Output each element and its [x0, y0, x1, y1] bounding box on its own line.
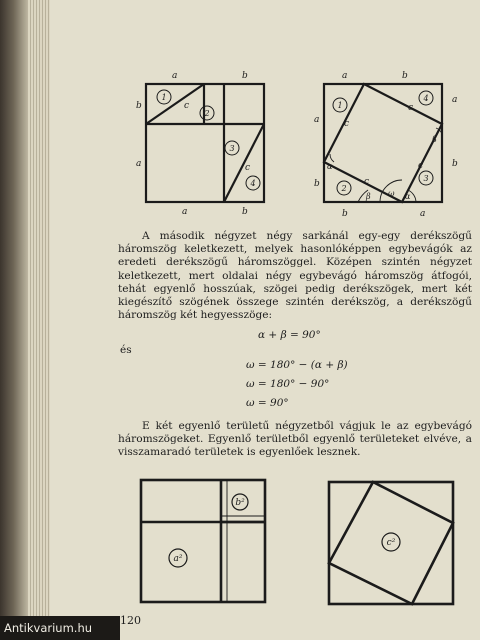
region-3: 3 [423, 174, 429, 183]
angle-omega: ω [388, 189, 395, 198]
edge-label-c: c [245, 163, 251, 173]
label-b-squared: b² [235, 498, 245, 508]
edge-label-b: b [242, 207, 248, 217]
edge-label-a: a [182, 207, 188, 217]
label-a-squared: a² [173, 554, 183, 564]
edge-label-b: b [242, 71, 248, 81]
edge-label-a: a [136, 159, 142, 169]
figure-top-left [126, 68, 276, 220]
edge-label-a: a [314, 115, 320, 125]
equation-2: ω = 180° − (α + β) [246, 359, 348, 371]
word-es: és [120, 344, 132, 356]
figure-bottom-right [324, 476, 458, 608]
region-3: 3 [229, 144, 235, 153]
edge-label-a: a [342, 71, 348, 81]
book-spine [0, 0, 30, 640]
edge-label-c: c [418, 161, 424, 171]
equation-1: α + β = 90° [258, 329, 321, 341]
edge-label-a: a [452, 95, 458, 105]
region-4: 4 [423, 94, 429, 103]
edge-label-a: a [420, 209, 426, 219]
angle-beta: β [432, 135, 437, 144]
region-1: 1 [337, 101, 343, 110]
edge-label-a: a [172, 71, 178, 81]
edge-label-b: b [342, 209, 348, 219]
region-4: 4 [250, 179, 256, 188]
figure-bottom-left [136, 476, 270, 606]
edge-label-c: c [344, 119, 350, 129]
angle-alpha: α [405, 192, 411, 201]
edge-label-c: c [184, 101, 190, 111]
edge-label-b: b [402, 71, 408, 81]
edge-label-b: b [452, 159, 458, 169]
watermark: Antikvarium.hu [0, 616, 120, 640]
figure-top-right-labels [314, 71, 458, 219]
label-c-squared: c² [386, 538, 396, 548]
angle-beta: β [366, 192, 371, 201]
paragraph-2: E két egyenlő területű négyzetből vágjuk le az egybevágó háromszögeket. Egyenlő területből egyenlő területeket elvéve, a visszamaradó területek is egyenlőek lesznek. [118, 420, 472, 459]
edge-label-c: c [364, 177, 370, 187]
page-number: 120 [120, 614, 141, 627]
edge-label-c: c [408, 103, 414, 113]
paragraph-1: A második négyzet négy sarkánál egy-egy derékszögű háromszög keletkezett, melyek hasonlóképpen egybevágók az eredeti derékszögű háromszöggel. Középen szintén négyzet keletkezett, mert oldalai négy egybevágó háromszög átfogói, tehát egyenlő hosszúak, szögei pedig derékszögek, mert két kiegészítő szögének összege szintén derékszög, a derékszögű háromszög két hegyesszöge: [118, 230, 472, 322]
region-2: 2 [204, 109, 210, 118]
region-2: 2 [341, 184, 347, 193]
edge-label-b: b [314, 179, 320, 189]
angle-alpha: α [327, 162, 333, 171]
equation-4: ω = 90° [246, 397, 289, 409]
equation-3: ω = 180° − 90° [246, 378, 330, 390]
figure-top-right [308, 68, 466, 220]
region-1: 1 [161, 93, 167, 102]
edge-label-b: b [136, 101, 142, 111]
